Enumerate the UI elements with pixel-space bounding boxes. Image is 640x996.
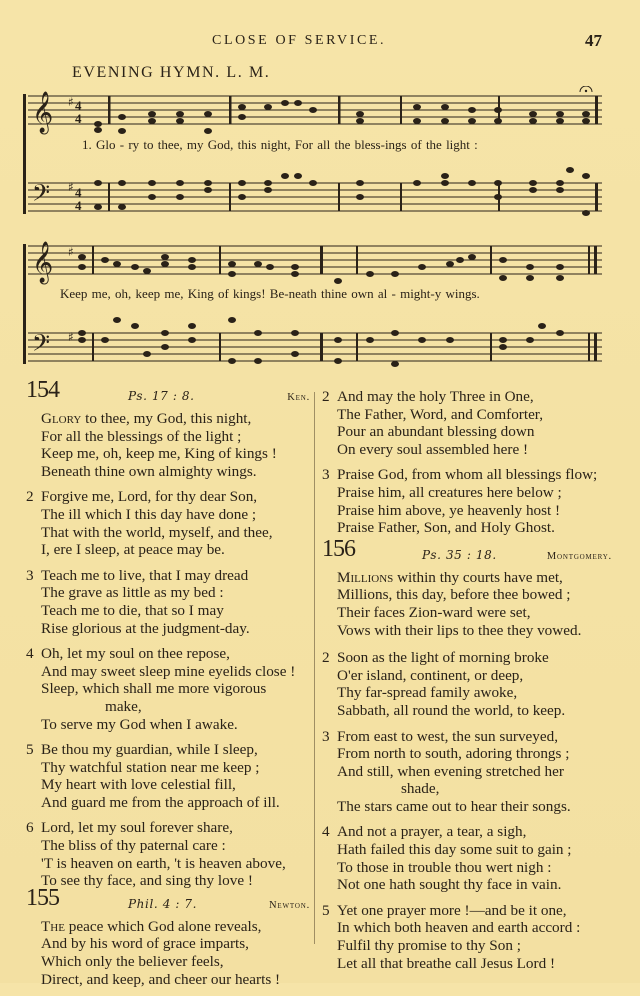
stanza-line: On every soul assembled here !: [337, 440, 529, 458]
music-staff-icon: [20, 86, 604, 226]
stanza: [322, 388, 612, 458]
stanza-line: The ill which I this day have done ;: [41, 505, 257, 523]
stanza: [322, 466, 612, 536]
stanza-line: Oh, let my soul on thee repose,: [41, 645, 230, 663]
right-column: [322, 388, 612, 980]
svg-text:4: 4: [75, 111, 82, 126]
stanza-number: 2: [26, 488, 34, 506]
stanza-line: Rise glorious at the judgment-day.: [41, 619, 250, 637]
stanza: [322, 902, 612, 972]
stanza-line: Be thou my guardian, while I sleep,: [41, 741, 258, 759]
stanza-number: 2: [322, 649, 330, 667]
stanza-line: The grave as little as my bed :: [41, 584, 224, 602]
stanza-line: Teach me to live, that I may dread: [41, 566, 249, 584]
hymn-155-continued: [322, 388, 612, 537]
stanza-line: Teach me to die, that so I may: [41, 601, 224, 619]
stanza: [26, 819, 310, 889]
stanza-line: Let all that breathe call Jesus Lord !: [337, 954, 556, 972]
svg-text:4: 4: [75, 198, 82, 213]
running-head: [0, 33, 640, 53]
stanza: [26, 488, 310, 558]
stanza-line: That with the world, myself, and thee,: [41, 523, 273, 541]
stanza-line: O'er island, continent, or deep,: [337, 666, 524, 684]
svg-text:4: 4: [75, 185, 82, 200]
stanza-line: Not one hath sought thy face in vain.: [337, 876, 562, 894]
stanza-line: Lord, let my soul forever share,: [41, 819, 233, 837]
stanza-line: Thy watchful station near me keep ;: [41, 758, 260, 776]
hymn-author: Newton.: [269, 899, 310, 911]
stanza-line: The bliss of thy paternal care :: [41, 837, 226, 855]
running-title: CLOSE OF SERVICE.: [212, 33, 387, 48]
hymn-number: 154: [26, 377, 59, 403]
stanza-line: Which only the believer feels,: [41, 953, 224, 971]
stanza-line: Yet one prayer more !—and be it one,: [337, 901, 567, 919]
stanza-line: And by his word of grace imparts,: [41, 935, 249, 953]
hymn-156: [322, 535, 612, 972]
stanza-line: Praise him above, ye heavenly host !: [337, 501, 561, 519]
stanza-line: Vows with their lips to thee they vowed.: [337, 621, 582, 639]
lyrics-line-2: Keep me, oh, keep me, King of kings! Be-neath thine own al - might-y wings.: [60, 286, 480, 301]
stanza-number: 2: [322, 388, 330, 405]
svg-text:𝄞: 𝄞: [32, 242, 54, 283]
hymn-number: 156: [322, 535, 355, 562]
stanza-line: Direct, and keep, and cheer our hearts !: [41, 970, 281, 988]
svg-text:♯: ♯: [68, 95, 74, 109]
stanza-line: And not a prayer, a tear, a sigh,: [337, 823, 527, 841]
hymn-154: [26, 377, 310, 890]
stanza-number: 3: [322, 466, 330, 484]
stanza: [26, 567, 310, 637]
stanza-line: Millions, this day, before thee bowed ;: [337, 586, 571, 604]
stanza-line: Sleep, which shall me more vigorous: [41, 680, 267, 698]
hymn-header: [26, 884, 310, 918]
stanza-line: And may sweet sleep mine eyelids close !: [41, 662, 296, 680]
stanza-line: For all the blessings of the light ;: [41, 427, 242, 445]
stanza: [322, 728, 612, 816]
hymn-header: [26, 377, 310, 410]
music-system-2: [20, 236, 604, 371]
stanza-line: Praise Father, Son, and Holy Ghost.: [337, 519, 555, 537]
stanza-line: From east to west, the sun surveyed,: [337, 727, 559, 745]
stanza-line: In which both heaven and earth accord :: [337, 919, 581, 937]
stanza-line: The Father, Word, and Comforter,: [337, 405, 544, 423]
stanza-line: From north to south, adoring throngs ;: [337, 745, 570, 763]
hymn-number: 155: [26, 884, 59, 911]
stanza: [322, 569, 612, 639]
scripture-reference: Ps. 17 : 8.: [128, 389, 195, 403]
svg-text:4: 4: [75, 98, 82, 113]
stanza-line: The stars came out to hear their songs.: [337, 797, 571, 815]
stanza-number: 3: [322, 727, 330, 745]
stanza-line: Fulfil thy promise to thy Son ;: [337, 937, 521, 955]
stanza: [26, 741, 310, 811]
hymn-author: Montgomery.: [546, 550, 612, 562]
stanza-line: Beneath thine own almighty wings.: [41, 462, 257, 480]
lyrics-line-1: 1. Glo - ry to thee, my God, this night, For all the bless-ings of the light :: [82, 137, 478, 152]
stanza-number: 5: [322, 901, 330, 919]
stanza-line: Sabbath, all round the world, to keep.: [337, 701, 566, 719]
stanza-line: To see thy face, and sing thy love !: [41, 872, 253, 890]
stanza-line: make,: [105, 697, 142, 715]
stanza-line: Keep me, oh, keep me, King of kings !: [41, 445, 277, 463]
stanza-line: Forgive me, Lord, for thy dear Son,: [41, 488, 258, 506]
page-number: 47: [585, 31, 602, 50]
svg-text:𝄢: 𝄢: [32, 179, 51, 212]
stanza-line: Their faces Zion-ward were set,: [337, 603, 531, 621]
music-staff-icon: [20, 236, 604, 371]
stanza-number: 6: [26, 819, 34, 837]
stanza-line: And still, when evening stretched her: [337, 762, 564, 780]
stanza-line: shade,: [401, 780, 440, 798]
stanza: [322, 649, 612, 719]
stanza-line: And may the holy Three in One,: [337, 388, 534, 405]
left-column: [26, 377, 310, 996]
stanza-line: Soon as the light of morning broke: [337, 649, 549, 667]
svg-text:♯: ♯: [68, 245, 74, 259]
stanza: [26, 918, 310, 988]
stanza-line: To those in trouble thou wert nigh :: [337, 858, 552, 876]
stanza-line: I, ere I sleep, at peace may be.: [41, 541, 225, 559]
stanza-line: To serve my God when I awake.: [41, 715, 238, 733]
scripture-reference: Ps. 35 : 18.: [422, 547, 497, 562]
stanza-line: Glory to thee, my God, this night,: [41, 410, 252, 427]
stanza-line: And guard me from the approach of ill.: [41, 793, 280, 811]
svg-text:♯: ♯: [68, 180, 74, 194]
stanza-number: 5: [26, 741, 34, 759]
stanza-number: 3: [26, 566, 34, 584]
hymn-author: Ken.: [287, 392, 310, 403]
svg-text:𝄞: 𝄞: [32, 92, 54, 133]
stanza-line: Thy far-spread family awoke,: [337, 684, 518, 702]
stanza-number: 4: [322, 823, 330, 841]
stanza: [26, 410, 310, 480]
svg-text:𝄢: 𝄢: [32, 329, 51, 362]
stanza: [322, 823, 612, 893]
stanza-line: 'T is heaven on earth, 't is heaven above,: [41, 854, 286, 872]
hymn-header: [322, 535, 612, 569]
stanza-line: The peace which God alone reveals,: [41, 917, 262, 935]
stanza-line: Hath failed this day some suit to gain ;: [337, 841, 572, 859]
hymn-155: [26, 884, 310, 988]
stanza-line: Praise him, all creatures here below ;: [337, 483, 562, 501]
scripture-reference: Phil. 4 : 7.: [128, 896, 198, 911]
stanza-line: My heart with love celestial fill,: [41, 776, 236, 794]
stanza-line: Pour an abundant blessing down: [337, 423, 535, 441]
tune-title: EVENING HYMN. L. M.: [72, 64, 271, 81]
music-system-1: [20, 86, 604, 226]
column-divider: [314, 392, 315, 944]
stanza: [26, 645, 310, 733]
svg-text:♯: ♯: [68, 330, 74, 344]
stanza-number: 4: [26, 645, 34, 663]
stanza-line: Millions within thy courts have met,: [337, 568, 563, 586]
stanza-line: Praise God, from whom all blessings flow;: [337, 466, 598, 484]
